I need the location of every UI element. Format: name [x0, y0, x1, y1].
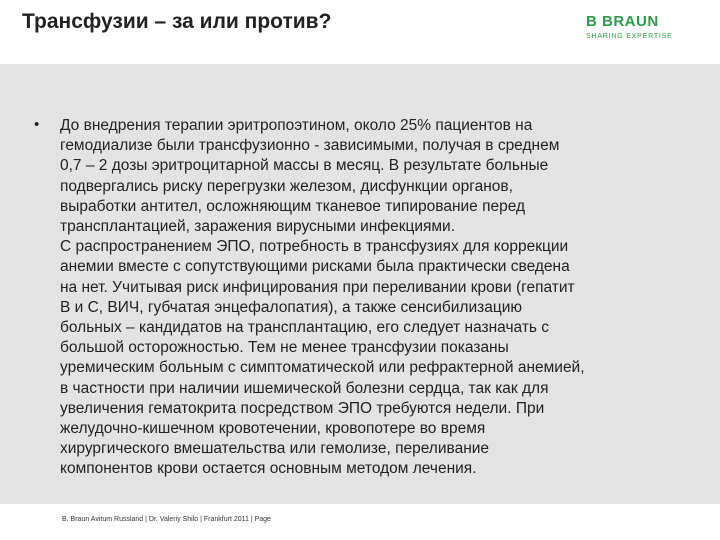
body-line: 0,7 – 2 дозы эритроцитарной массы в месяц. В результате больные	[60, 157, 549, 175]
body-line: увеличения гематокрита посредством ЭПО требуются недели. При	[60, 399, 545, 417]
body-line: выработки антител, осложняющим тканевое типирование перед	[60, 197, 526, 215]
bullet-icon: •	[34, 116, 40, 133]
body-line: желудочно-кишечном кровотечении, кровопотере во время	[60, 420, 486, 438]
body-line: До внедрения терапии эритропоэтином, около 25% пациентов на	[60, 117, 533, 134]
body-line: анемии вместе с сопутствующими рисками была практически сведена	[60, 258, 570, 276]
body-line: В и С, ВИЧ, губчатая энцефалопатия), а также сенсибилизацию	[60, 298, 522, 316]
body-line: хирургического вмешательства или гемолизе, переливание	[60, 440, 490, 458]
slide-title: Трансфузии – за или против?	[22, 10, 332, 33]
body-line: в частности при наличии ишемической болезни сердца, так как для	[60, 379, 549, 397]
slide-footer: B. Braun Avitum Russland | Dr. Valeriy Shilo | Frankfurt 2011 | Page	[62, 516, 271, 523]
logo-name: B BRAUN	[586, 13, 659, 30]
body-line: трансплантацией, заражения вирусными инфекциями.	[60, 218, 456, 236]
bbraun-logo	[586, 14, 698, 50]
body-line: уремическим больным с симптоматической или рефрактерной анемией,	[60, 359, 585, 377]
logo-tagline: SHARING EXPERTISE	[586, 33, 673, 40]
body-line: большой осторожностью. Тем не менее трансфузии показаны	[60, 339, 509, 357]
body-line: компонентов крови остается основным методом лечения.	[60, 460, 477, 478]
body-line: С распространением ЭПО, потребность в трансфузиях для коррекции	[60, 238, 569, 256]
body-line: на нет. Учитывая риск инфицирования при переливании крови (гепатит	[60, 278, 575, 296]
body-line: гемодиализе были трансфузионно - зависимыми, получая в среднем	[60, 137, 560, 155]
body-paragraph	[60, 116, 690, 480]
body-line: больных – кандидатов на трансплантацию, его следует назначать с	[60, 319, 550, 337]
body-line: подвергались риску перегрузки железом, дисфункции органов,	[60, 177, 513, 195]
